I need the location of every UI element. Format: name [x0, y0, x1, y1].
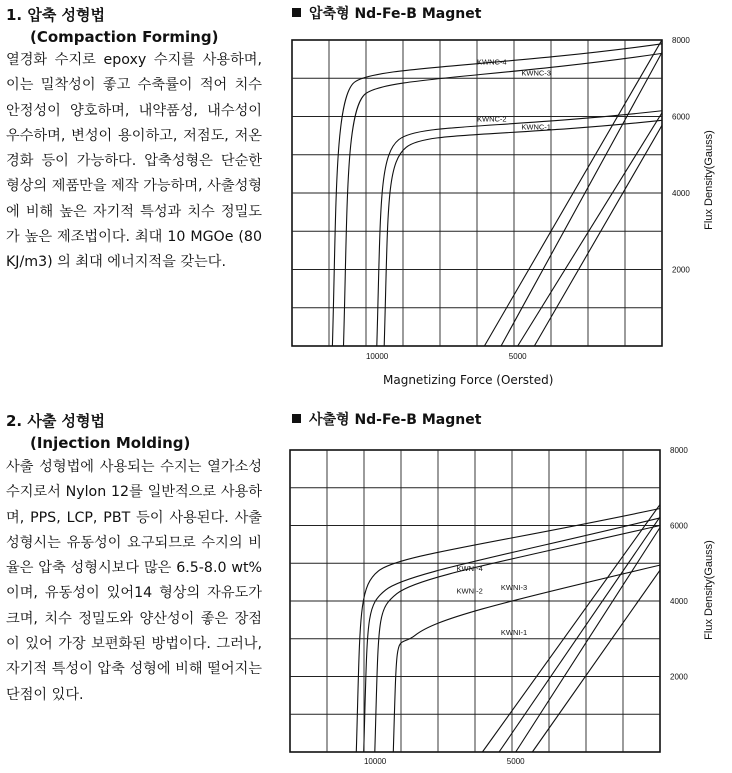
chart1-heading: [292, 3, 481, 23]
x-tick-label: 10000: [363, 757, 387, 766]
section1-subtitle: (Compaction Forming): [30, 28, 219, 46]
chart2-heading: [292, 409, 481, 429]
x-tick-label: 5000: [508, 352, 527, 361]
demag-curve-kwnc-2: [377, 111, 662, 346]
section2-title: 2. 사출 성형법: [6, 412, 106, 430]
series-label: KWNI-2: [456, 586, 483, 596]
x-tick-label: 10000: [365, 352, 389, 361]
square-bullet-icon: [292, 8, 301, 17]
y-tick-label: 6000: [672, 112, 690, 122]
chart1-title: 압축형 Nd-Fe-B Magnet: [309, 6, 482, 22]
series-label: KWNC-1: [521, 122, 551, 132]
chart2-plot: [280, 440, 732, 773]
load-line: [518, 113, 662, 346]
series-label: KWNI-3: [500, 582, 528, 592]
y-tick-label: 8000: [672, 36, 690, 45]
x-tick-label: 5000: [506, 757, 525, 766]
y-axis-label: Flux Density(Gauss): [703, 540, 715, 640]
section1-paragraph: 열경화 수지로 epoxy 수지를 사용하며, 이는 밀착성이 좋고 수축률이 적어 치수 안정성이 양호하며, 내약품성, 내수성이 우수하며, 변성이 용이하고, 저점도, 저온 경화 등이 가능하다. 압축성형은 단순한 형상의 제품만을 제작 가능하며, 사출성형에 비해 높은 자기적 특성과 치수 정밀도가 높은 제조법이다. 최대 10 MGOe (80 KJ/m3) 의 최대 에너지적을 갖는다.: [6, 52, 262, 271]
section2-paragraph: 사출 성형법에 사용되는 수지는 열가소성 수지로서 Nylon 12를 일반적으로 사용하며, PPS, LCP, PBT 등이 사용된다. 사출성형시는 유동성이 요구되므로 수지의 비율은 압축 성형시보다 많은 6.5-8.0 wt% 이며, 유동성이 있어14 형상의 자유도가 크며, 치수 정밀도와 양산성이 좋은 장점이 있어 가장 보편화된 방법이다. 그러나, 자기적 특성이 압축 성형에 비해 떨어지는 단점이 있다.: [6, 459, 262, 703]
y-axis-label: Flux Density(Gauss): [703, 130, 715, 230]
chart1-xlabel: Magnetizing Force (Oersted): [383, 373, 554, 387]
y-tick-label: 4000: [672, 189, 690, 198]
load-line: [516, 528, 660, 753]
series-label: KWNC-4: [477, 57, 507, 67]
chart1-plot: [280, 30, 732, 375]
y-tick-label: 8000: [670, 446, 688, 455]
series-label: KWNC-3: [521, 68, 551, 78]
y-tick-label: 2000: [672, 265, 690, 275]
load-line: [501, 52, 662, 346]
demag-curve-kwni-1: [393, 565, 660, 752]
chart2-title: 사출형 Nd-Fe-B Magnet: [309, 412, 482, 428]
y-tick-label: 6000: [670, 521, 688, 531]
y-tick-label: 2000: [670, 672, 688, 682]
load-line: [534, 125, 662, 346]
demag-curve-kwnc-3: [344, 53, 663, 346]
y-tick-label: 4000: [670, 597, 688, 606]
series-label: KWNC-2: [477, 114, 507, 124]
square-bullet-icon: [292, 414, 301, 423]
demag-curve-kwnc-1: [384, 120, 662, 346]
series-label: KWNI-4: [456, 564, 483, 574]
series-label: KWNI-1: [500, 628, 528, 638]
load-line: [532, 570, 660, 752]
section1-title: 1. 압축 성형법: [6, 6, 106, 24]
section2-subtitle: (Injection Molding): [30, 434, 191, 452]
